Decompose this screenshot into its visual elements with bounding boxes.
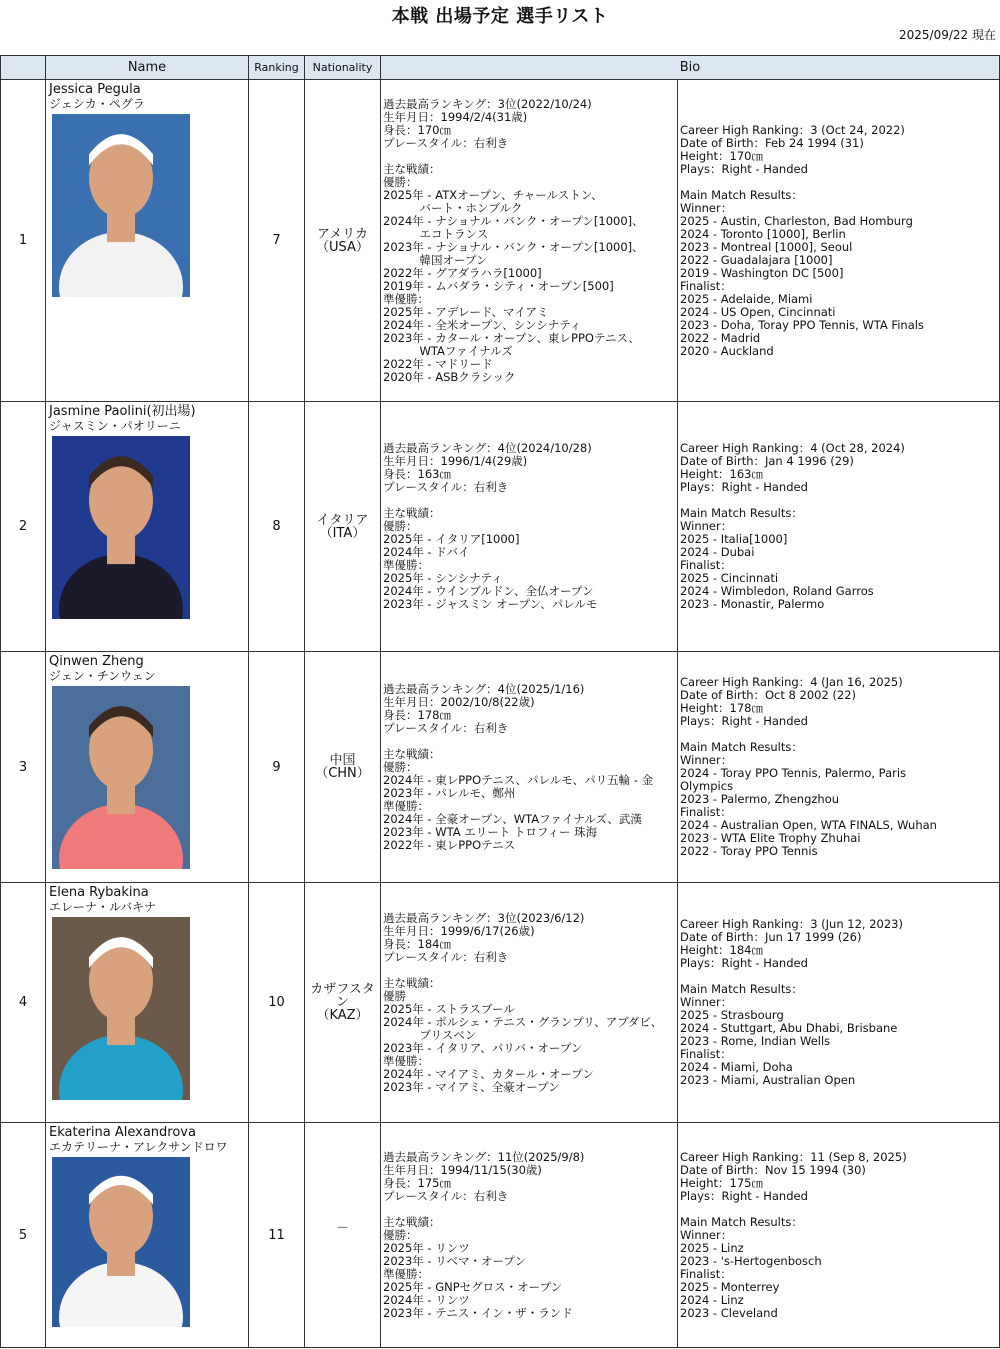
- nationality-name: 中国: [329, 753, 356, 768]
- bio-ja-line: 準優勝：: [383, 798, 429, 813]
- bio-ja-line: 2023年 - カタール・オープン、東レPPOテニス、: [383, 330, 640, 345]
- name-cell: [46, 1123, 249, 1348]
- bio-en-line: Date of Birth：Nov 15 1994 (30): [680, 1162, 866, 1177]
- bio-en-line: Main Match Results：: [680, 1214, 803, 1229]
- bio-en-line: 2023 - Montreal [1000], Seoul: [680, 239, 853, 254]
- as-of-date: 2025/09/22 現在: [899, 28, 996, 42]
- bio-ja-line: 2024年 - ドバイ: [383, 545, 470, 559]
- bio-ja-line: 生年月日：2002/10/8(22歳): [383, 694, 535, 709]
- bio-ja-line: バート・ホンブルク: [383, 200, 523, 215]
- player-table: [0, 55, 1000, 1348]
- bio-ja-line: 2025年 - アデレード、マイアミ: [383, 304, 549, 319]
- table-row: [1, 80, 1000, 402]
- bio-ja-cell: [381, 652, 678, 883]
- bio-ja-line: 過去最高ランキング：11位(2025/9/8): [383, 1149, 585, 1164]
- bio-ja-line: 優勝：: [383, 174, 418, 189]
- bio-ja-line: 2022年 - 東レPPOテニス: [383, 837, 516, 852]
- player-name-en: Jasmine Paolini(初出場): [49, 404, 196, 419]
- bio-ja-line: 準優勝：: [383, 1266, 429, 1281]
- bio-en-line: Height：178㎝: [680, 701, 763, 715]
- nationality-name: －: [335, 1221, 349, 1236]
- bio-en-line: 2023 - Cleveland: [680, 1305, 778, 1320]
- player-name-en: Elena Rybakina: [49, 885, 149, 900]
- bio-en-cell: [678, 402, 1000, 652]
- row-number: 2: [1, 402, 46, 652]
- bio-ja-line: 身長：170㎝: [383, 122, 451, 137]
- bio-en-line: Olympics: [680, 779, 734, 793]
- bio-ja-line: 2022年 - マドリード: [383, 356, 493, 371]
- table-row: [1, 402, 1000, 652]
- bio-en-cell: [678, 883, 1000, 1123]
- bio-en-line: 2024 - Stuttgart, Abu Dhabi, Brisbane: [680, 1021, 898, 1035]
- bio-en-line: 2022 - Toray PPO Tennis: [680, 844, 818, 858]
- bio-ja-line: 2025年 - シンシナティ: [383, 571, 503, 585]
- bio-en-line: 2024 - US Open, Cincinnati: [680, 304, 836, 319]
- bio-ja-line: 優勝: [383, 988, 406, 1003]
- bio-en-line: 2020 - Auckland: [680, 343, 774, 358]
- ranking-cell: 10: [249, 883, 305, 1123]
- bio-ja-line: 生年月日：1994/2/4(31歳): [383, 109, 528, 124]
- bio-en-line: Date of Birth：Feb 24 1994 (31): [680, 135, 864, 150]
- bio-ja-line: 2024年 - ウインブルドン、全仏オープン: [383, 584, 594, 598]
- name-cell: [46, 652, 249, 883]
- bio-en-line: Height：175㎝: [680, 1175, 763, 1190]
- bio-en-line: Height：163㎝: [680, 467, 763, 481]
- bio-ja-line: 2023年 - WTA エリート トロフィー 珠海: [383, 824, 598, 839]
- bio-ja-line: 過去最高ランキング：4位(2025/1/16): [383, 681, 585, 696]
- bio-ja-line: 2024年 - 全米オープン、シンシナティ: [383, 317, 582, 332]
- player-photo: [52, 436, 190, 619]
- bio-en-line: Main Match Results：: [680, 740, 803, 754]
- row-number: 4: [1, 883, 46, 1123]
- header-no: [1, 56, 46, 80]
- nationality-code: [305, 1235, 380, 1248]
- bio-en-line: 2022 - Guadalajara [1000]: [680, 252, 833, 267]
- ranking-cell: 9: [249, 652, 305, 883]
- bio-en-line: Plays：Right - Handed: [680, 161, 808, 176]
- player-photo: [52, 114, 190, 297]
- bio-ja-line: 過去最高ランキング：3位(2023/6/12): [383, 910, 585, 925]
- nationality-cell: [305, 402, 381, 652]
- table-row: [1, 883, 1000, 1123]
- nationality-name: アメリカ: [316, 226, 369, 242]
- bio-en-line: Plays：Right - Handed: [680, 956, 808, 970]
- table-header-row: [1, 56, 1000, 80]
- bio-en-line: Plays：Right - Handed: [680, 1188, 808, 1203]
- bio-en-line: 2025 - Adelaide, Miami: [680, 291, 813, 306]
- name-cell: [46, 80, 249, 402]
- page-title: 本戦 出場予定 選手リスト: [391, 6, 609, 27]
- nationality-name: カザフスタン: [310, 982, 375, 1010]
- bio-ja-line: 2019年 - ムバダラ・シティ・オープン[500]: [383, 278, 614, 293]
- bio-en-line: Main Match Results：: [680, 982, 803, 996]
- bio-en-line: 2023 - Palermo, Zhengzhou: [680, 792, 840, 806]
- nationality-code: （CHN）: [315, 766, 370, 781]
- nationality-code: （USA）: [316, 239, 369, 255]
- bio-en-line: Finalist：: [680, 1047, 732, 1061]
- bio-en-line: Height：170㎝: [680, 148, 763, 163]
- bio-ja-line: [383, 1203, 675, 1216]
- bio-ja-line: 2023年 - マイアミ、全豪オープン: [383, 1079, 560, 1094]
- bio-ja-line: 2020年 - ASBクラシック: [383, 369, 516, 384]
- bio-en-line: 2023 - Monastir, Palermo: [680, 597, 825, 611]
- bio-ja-line: 身長：175㎝: [383, 1175, 451, 1190]
- bio-ja-line: 2024年 - マイアミ、カタール・オープン: [383, 1066, 594, 1081]
- bio-ja-line: プレースタイル：右利き: [383, 1188, 509, 1203]
- bio-ja-line: 主な戦績：: [383, 746, 441, 761]
- player-name-en: Jessica Pegula: [49, 82, 141, 97]
- bio-en-line: Career High Ranking：11 (Sep 8, 2025): [680, 1149, 907, 1164]
- bio-en-line: [680, 176, 997, 189]
- bio-ja-line: 2024年 - リンツ: [383, 1292, 470, 1307]
- bio-en-line: Winner：: [680, 1227, 733, 1242]
- bio-en-line: Finalist：: [680, 1266, 732, 1281]
- bio-en-line: 2019 - Washington DC [500]: [680, 265, 844, 280]
- nationality-code: （ITA）: [319, 525, 366, 541]
- bio-en-line: Career High Ranking：3 (Jun 12, 2023): [680, 917, 903, 931]
- bio-ja-line: 2024年 - ナショナル・バンク・オープン[1000]、: [383, 213, 644, 228]
- bio-en-line: 2023 - Rome, Indian Wells: [680, 1034, 831, 1048]
- bio-en-line: 2024 - Toronto [1000], Berlin: [680, 226, 846, 241]
- bio-en-line: 2024 - Dubai: [680, 545, 755, 559]
- table-row: [1, 652, 1000, 883]
- player-photo: [52, 1157, 190, 1327]
- bio-ja-line: 準優勝：: [383, 558, 429, 572]
- bio-ja-line: 2023年 - リベマ・オープン: [383, 1253, 526, 1268]
- bio-en-line: [680, 1203, 997, 1216]
- player-name-ja: エレーナ・ルバキナ: [49, 900, 157, 914]
- name-cell: [46, 402, 249, 652]
- bio-ja-line: 生年月日：1996/1/4(29歳): [383, 454, 528, 468]
- bio-en-line: Career High Ranking：3 (Oct 24, 2022): [680, 122, 905, 137]
- bio-en-cell: [678, 652, 1000, 883]
- bio-en-cell: [678, 80, 1000, 402]
- bio-ja-line: 主な戦績：: [383, 506, 441, 520]
- bio-en-line: Height：184㎝: [680, 943, 763, 957]
- bio-ja-line: 2023年 - テニス・イン・ザ・ランド: [383, 1305, 573, 1320]
- nationality-cell: [305, 80, 381, 402]
- bio-en-line: Winner：: [680, 519, 733, 533]
- bio-en-line: 2025 - Linz: [680, 1240, 744, 1255]
- bio-ja-line: 2025年 - リンツ: [383, 1240, 470, 1255]
- bio-ja-line: 主な戦績：: [383, 1214, 441, 1229]
- bio-ja-line: 2023年 - ナショナル・バンク・オープン[1000]、: [383, 239, 644, 254]
- bio-en-line: Date of Birth：Jan 4 1996 (29): [680, 454, 854, 468]
- nationality-cell: [305, 652, 381, 883]
- bio-ja-line: 優勝：: [383, 759, 418, 774]
- player-photo: [52, 686, 190, 869]
- bio-en-line: Main Match Results：: [680, 187, 803, 202]
- player-name-ja: ジャスミン・パオリーニ: [49, 419, 181, 433]
- bio-en-line: 2023 - Doha, Toray PPO Tennis, WTA Finals: [680, 317, 924, 332]
- bio-en-line: Plays：Right - Handed: [680, 714, 808, 728]
- bio-en-line: 2024 - Wimbledon, Roland Garros: [680, 584, 874, 598]
- bio-ja-line: 2023年 - ジャスミン オープン、パレルモ: [383, 597, 598, 611]
- bio-en-line: Date of Birth：Jun 17 1999 (26): [680, 930, 862, 944]
- bio-ja-line: 2023年 - パレルモ、鄭州: [383, 785, 516, 800]
- table-row: [1, 1123, 1000, 1348]
- bio-en-line: 2025 - Cincinnati: [680, 571, 779, 585]
- bio-en-line: Finalist：: [680, 805, 732, 819]
- bio-en-line: 2022 - Madrid: [680, 330, 761, 345]
- bio-en-line: Date of Birth：Oct 8 2002 (22): [680, 688, 857, 702]
- bio-ja-line: プレースタイル：右利き: [383, 480, 509, 494]
- bio-ja-line: 主な戦績：: [383, 161, 441, 176]
- player-photo: [52, 917, 190, 1100]
- bio-ja-cell: [381, 883, 678, 1123]
- player-name-en: Ekaterina Alexandrova: [49, 1125, 196, 1140]
- bio-ja-line: [383, 150, 675, 163]
- bio-en-line: 2024 - Linz: [680, 1292, 744, 1307]
- bio-en-line: 2023 - WTA Elite Trophy Zhuhai: [680, 831, 861, 845]
- row-number: 5: [1, 1123, 46, 1348]
- bio-ja-cell: [381, 80, 678, 402]
- bio-en-line: Finalist：: [680, 558, 732, 572]
- row-number: 1: [1, 80, 46, 402]
- bio-en-line: Main Match Results：: [680, 506, 803, 520]
- bio-ja-line: 優勝：: [383, 1227, 418, 1242]
- bio-ja-line: エコトランス: [383, 226, 489, 241]
- bio-ja-line: [383, 735, 675, 748]
- header-bio: Bio: [381, 56, 1000, 80]
- bio-ja-line: 準優勝：: [383, 291, 429, 306]
- row-number: 3: [1, 652, 46, 883]
- bio-ja-line: 過去最高ランキング：3位(2022/10/24): [383, 96, 592, 111]
- bio-ja-line: 2025年 - ストラスブール: [383, 1001, 515, 1016]
- nationality-code: （KAZ）: [316, 1008, 369, 1023]
- player-name-ja: ジェシカ・ペグラ: [49, 97, 145, 111]
- bio-ja-line: プレースタイル：右利き: [383, 135, 509, 150]
- bio-ja-line: WTAファイナルズ: [383, 343, 513, 358]
- bio-ja-line: 2025年 - イタリア[1000]: [383, 532, 520, 546]
- bio-en-line: Winner：: [680, 995, 733, 1009]
- header-nationality: Nationality: [305, 56, 381, 80]
- nationality-cell: [305, 883, 381, 1123]
- bio-en-line: 2025 - Italia[1000]: [680, 532, 788, 546]
- bio-ja-line: 韓国オープン: [383, 252, 488, 267]
- bio-ja-line: 身長：178㎝: [383, 707, 451, 722]
- bio-ja-line: 2023年 - イタリア、パリバ・オープン: [383, 1040, 583, 1055]
- bio-ja-line: プレースタイル：右利き: [383, 720, 509, 735]
- bio-ja-line: 2022年 - グアダラハラ[1000]: [383, 265, 542, 280]
- bio-en-line: 2023 - 's-Hertogenbosch: [680, 1253, 822, 1268]
- bio-ja-line: 主な戦績：: [383, 975, 441, 990]
- bio-ja-line: 生年月日：1994/11/15(30歳): [383, 1162, 542, 1177]
- bio-en-line: 2025 - Monterrey: [680, 1279, 780, 1294]
- bio-ja-line: 優勝：: [383, 519, 418, 533]
- nationality-name: イタリア: [316, 512, 369, 528]
- bio-en-line: 2023 - Miami, Australian Open: [680, 1073, 856, 1087]
- bio-ja-line: ブリスベン: [383, 1027, 477, 1042]
- bio-ja-line: 身長：184㎝: [383, 936, 451, 951]
- bio-ja-line: 生年月日：1999/6/17(26歳): [383, 923, 535, 938]
- header-name: Name: [46, 56, 249, 80]
- bio-ja-line: 2024年 - 東レPPOテニス、パレルモ、パリ五輪 - 金: [383, 772, 654, 787]
- ranking-cell: 8: [249, 402, 305, 652]
- bio-en-line: Career High Ranking：4 (Jan 16, 2025): [680, 675, 903, 689]
- bio-ja-line: 過去最高ランキング：4位(2024/10/28): [383, 441, 592, 455]
- bio-ja-line: 2025年 - GNPセグロス・オープン: [383, 1279, 563, 1294]
- bio-ja-line: プレースタイル：右利き: [383, 949, 509, 964]
- player-name-en: Qinwen Zheng: [49, 654, 144, 669]
- bio-ja-line: 2024年 - ポルシェ・テニス・グランプリ、アブダビ、: [383, 1014, 663, 1029]
- bio-en-line: 2025 - Strasbourg: [680, 1008, 784, 1022]
- bio-en-line: Winner：: [680, 200, 733, 215]
- bio-ja-cell: [381, 402, 678, 652]
- bio-en-line: Plays：Right - Handed: [680, 480, 808, 494]
- bio-en-line: 2024 - Miami, Doha: [680, 1060, 793, 1074]
- nationality-cell: [305, 1123, 381, 1348]
- header-ranking: Ranking: [249, 56, 305, 80]
- ranking-cell: 11: [249, 1123, 305, 1348]
- bio-ja-line: 身長：163㎝: [383, 467, 451, 481]
- player-name-ja: エカテリーナ・アレクサンドロワ: [49, 1140, 228, 1154]
- name-cell: [46, 883, 249, 1123]
- bio-ja-line: 2025年 - ATXオープン、チャールストン、: [383, 187, 603, 202]
- bio-en-line: 2024 - Australian Open, WTA FINALS, Wuhan: [680, 818, 937, 832]
- player-name-ja: ジェン・チンウェン: [49, 669, 156, 683]
- bio-en-line: 2025 - Austin, Charleston, Bad Homburg: [680, 213, 913, 228]
- bio-en-line: Finalist：: [680, 278, 732, 293]
- bio-en-line: Winner：: [680, 753, 733, 767]
- bio-en-line: Career High Ranking：4 (Oct 28, 2024): [680, 441, 905, 455]
- bio-ja-line: 2024年 - 全豪オープン、WTAファイナルズ、武漢: [383, 811, 642, 826]
- bio-ja-line: 準優勝：: [383, 1053, 429, 1068]
- bio-en-cell: [678, 1123, 1000, 1348]
- ranking-cell: 7: [249, 80, 305, 402]
- bio-ja-cell: [381, 1123, 678, 1348]
- bio-ja-line: [383, 964, 675, 977]
- bio-en-line: 2024 - Toray PPO Tennis, Palermo, Paris: [680, 766, 907, 780]
